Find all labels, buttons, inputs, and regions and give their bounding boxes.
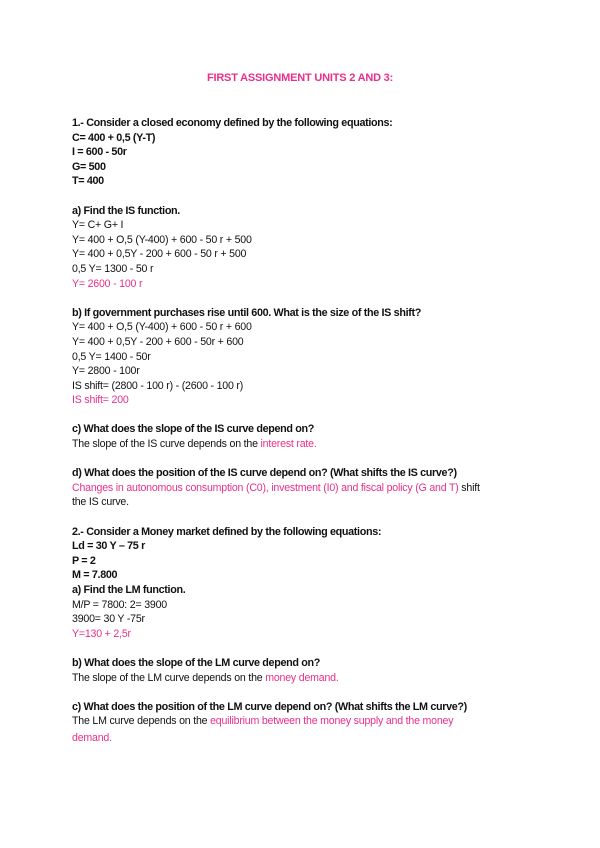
text-line — [72, 350, 532, 365]
text-segment: the IS curve. — [72, 496, 129, 509]
text-segment: c) What does the position of the LM curve depend on? (What shifts the LM curve?) — [72, 700, 467, 713]
text-line — [72, 393, 532, 408]
text-line — [72, 714, 532, 729]
text-segment: The slope of the LM curve depends on the — [72, 671, 266, 684]
highlighted-answer: interest rate. — [260, 438, 317, 451]
text-line — [72, 262, 532, 277]
text-line — [72, 627, 532, 642]
text-line — [72, 335, 532, 350]
text-segment: 1.- Consider a closed economy defined by the following equations: — [72, 117, 393, 129]
text-line — [72, 598, 532, 613]
text-segment: P = 2 — [72, 554, 96, 567]
text-segment: b) What does the slope of the LM curve depend on? — [72, 656, 320, 669]
highlighted-answer: Changes in autonomous consumption (C0), investment (I0) and fiscal policy (G and T) — [72, 481, 459, 494]
text-segment: T= 400 — [72, 175, 104, 188]
blank-line — [72, 291, 532, 306]
heading-line — [72, 204, 532, 219]
blank-line — [72, 189, 532, 204]
text-segment: IS shift= (2800 - 100 r) - (2600 - 100 r) — [72, 379, 244, 392]
text-segment: The LM curve depends on the — [72, 715, 211, 728]
document-title: FIRST ASSIGNMENT UNITS 2 AND 3: — [206, 72, 394, 84]
text-segment: C= 400 + 0,5 (Y-T) — [72, 131, 156, 144]
heading-line — [72, 174, 532, 189]
document-body — [72, 116, 532, 747]
text-segment: Y= 400 + O,5 (Y-400) + 600 - 50 r + 500 — [72, 233, 252, 246]
blank-line — [72, 641, 532, 656]
text-line — [72, 218, 532, 233]
text-line — [72, 495, 532, 510]
text-line — [72, 320, 532, 335]
text-segment: Y= 2800 - 100r — [72, 365, 140, 378]
text-line — [72, 379, 532, 394]
text-segment: Ld = 30 Y – 75 r — [72, 540, 145, 553]
heading-line — [72, 306, 532, 321]
text-segment: The slope of the IS curve depends on the — [72, 438, 261, 451]
heading-line — [72, 160, 532, 175]
heading-line — [72, 539, 532, 554]
text-line — [72, 671, 532, 686]
text-segment: Y= 400 + 0,5Y - 200 + 600 - 50 r + 500 — [72, 248, 247, 261]
text-line — [72, 277, 532, 292]
text-line — [72, 729, 532, 747]
text-segment: 2.- Consider a Money market defined by the following equations: — [72, 525, 382, 538]
text-line — [72, 364, 532, 379]
heading-line — [72, 656, 532, 671]
heading-line — [72, 466, 532, 481]
text-segment: M = 7.800 — [72, 569, 118, 582]
text-segment: 3900= 30 Y -75r — [72, 613, 145, 626]
text-segment: Y= 400 + 0,5Y - 200 + 600 - 50r + 600 — [72, 335, 244, 348]
highlighted-answer: IS shift= 200 — [72, 394, 129, 407]
text-segment: Y= C+ G+ I — [72, 219, 124, 232]
text-line — [72, 233, 532, 248]
blank-line — [72, 510, 532, 525]
text-segment: G= 500 — [72, 160, 106, 173]
text-segment: 0,5 Y= 1400 - 50r — [72, 350, 151, 363]
highlighted-answer: money demand. — [265, 671, 339, 684]
text-segment: d) What does the position of the IS curve depend on? (What shifts the IS curve?) — [72, 467, 457, 480]
heading-line — [72, 700, 532, 715]
text-segment: M/P = 7800: 2= 3900 — [72, 598, 167, 611]
text-segment: a) Find the LM function. — [72, 584, 186, 596]
text-line — [72, 437, 532, 452]
blank-line — [72, 685, 532, 700]
heading-line — [72, 131, 532, 146]
heading-line — [72, 583, 532, 598]
heading-line — [72, 568, 532, 583]
highlighted-answer: equilibrium between the money supply and the money — [210, 715, 454, 728]
heading-line — [72, 145, 532, 160]
text-segment: a) Find the IS function. — [72, 204, 180, 217]
heading-line — [72, 525, 532, 540]
heading-line — [72, 422, 532, 437]
text-segment: I = 600 - 50r — [72, 146, 127, 159]
highlighted-answer: Y= 2600 - 100 r — [72, 277, 143, 290]
text-line — [72, 612, 532, 627]
text-segment: shift — [458, 481, 480, 494]
highlighted-answer: Y=130 + 2,5r — [72, 627, 131, 640]
text-segment: c) What does the slope of the IS curve depend on? — [72, 423, 315, 436]
heading-line — [72, 554, 532, 569]
text-segment: 0,5 Y= 1300 - 50 r — [72, 262, 154, 275]
text-segment: Y= 400 + O,5 (Y-400) + 600 - 50 r + 600 — [72, 321, 252, 334]
blank-line — [72, 408, 532, 423]
highlighted-answer: demand. — [72, 731, 112, 744]
blank-line — [72, 452, 532, 467]
text-line — [72, 247, 532, 262]
text-segment: b) If government purchases rise until 600. What is the size of the IS shift? — [72, 306, 421, 319]
heading-line — [72, 116, 532, 131]
text-line — [72, 481, 532, 496]
